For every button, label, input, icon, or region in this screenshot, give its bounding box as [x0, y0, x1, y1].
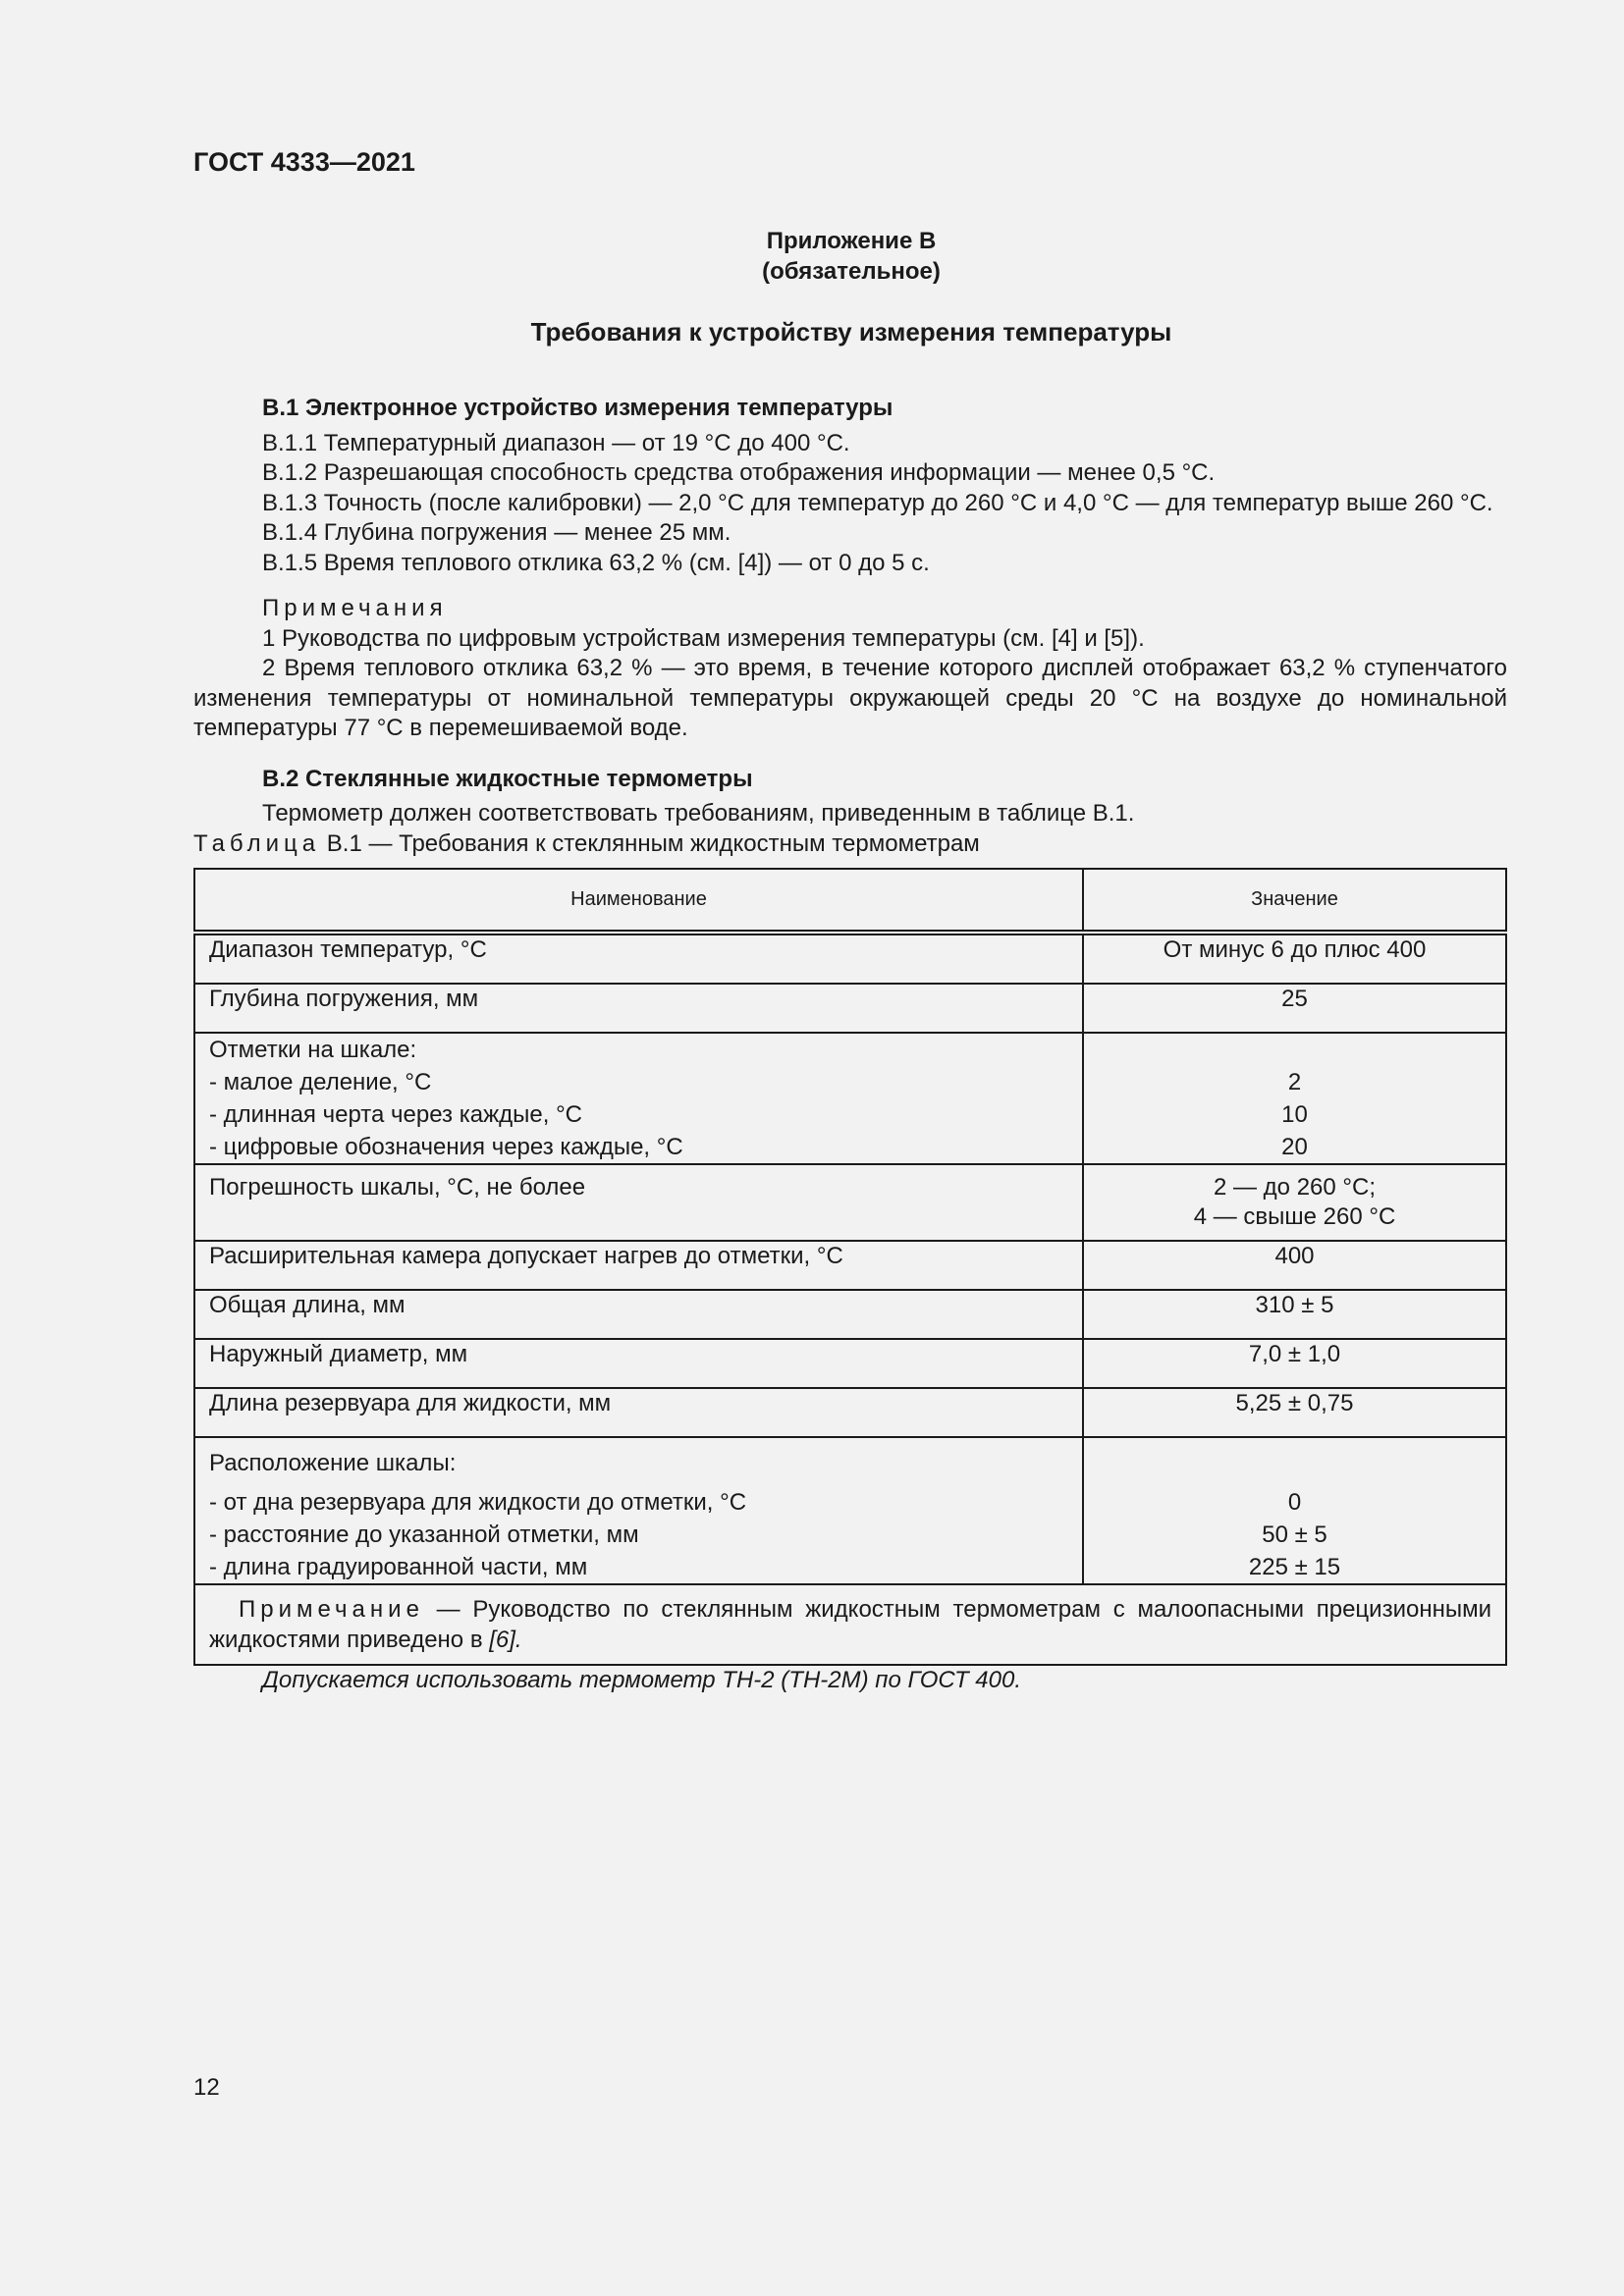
row-name: Отметки на шкале: - малое деление, °С - длинная черта через каждые, °С - цифровые обозначения через каждые, °С	[194, 1033, 1083, 1164]
header-name: Наименование	[194, 869, 1083, 933]
b2-heading: В.2 Стеклянные жидкостные термометры	[262, 765, 753, 792]
row-value: 2 — до 260 °С; 4 — свыше 260 °С	[1083, 1164, 1506, 1241]
row-value: 310 ± 5	[1083, 1290, 1506, 1339]
after-table-note: Допускается использовать термометр ТН-2 (ТН-2М) по ГОСТ 400.	[262, 1667, 1022, 1693]
table-row	[194, 1437, 1506, 1584]
table-row	[194, 1164, 1506, 1241]
document-id: ГОСТ 4333—2021	[193, 147, 415, 177]
row-name: Расширительная камера допускает нагрев до отметки, °С	[194, 1241, 1083, 1290]
appendix-status: (обязательное)	[762, 258, 941, 285]
row-value: 2 10 20	[1083, 1033, 1506, 1164]
b2-intro: Термометр должен соответствовать требованиям, приведенным в таблице В.1.	[262, 800, 1135, 827]
table-note	[194, 1584, 1506, 1665]
table-note-ref: [6].	[489, 1627, 522, 1653]
b1-item: В.1.3 Точность (после калибровки) — 2,0 °С для температур до 260 °С и 4,0 °С — для температур выше 260 °С.	[262, 489, 1493, 516]
requirements-table	[193, 868, 1507, 1666]
table-note-row	[194, 1584, 1506, 1665]
b1-item: В.1.2 Разрешающая способность средства отображения информации — менее 0,5 °С.	[262, 459, 1216, 486]
row-name: Расположение шкалы: - от дна резервуара для жидкости до отметки, °С - расстояние до указанной отметки, мм - длина градуированной части, мм	[194, 1437, 1083, 1584]
row-value: От минус 6 до плюс 400	[1083, 933, 1506, 984]
row-value: 400	[1083, 1241, 1506, 1290]
row-value: 5,25 ± 0,75	[1083, 1388, 1506, 1437]
row-name: Глубина погружения, мм	[194, 984, 1083, 1033]
table-row	[194, 1339, 1506, 1388]
table-header-row	[194, 869, 1506, 933]
appendix-heading	[0, 226, 1624, 287]
page-number: 12	[193, 2074, 220, 2101]
row-value: 25	[1083, 984, 1506, 1033]
table-caption-text: В.1 — Требования к стеклянным жидкостным термометрам	[326, 829, 980, 857]
row-value: 0 50 ± 5 225 ± 15	[1083, 1437, 1506, 1584]
table-row	[194, 1033, 1506, 1164]
notes-label: Примечания	[262, 595, 448, 621]
table-row	[194, 1241, 1506, 1290]
appendix-title: Приложение В	[766, 228, 937, 254]
row-value: 7,0 ± 1,0	[1083, 1339, 1506, 1388]
table-note-label: Примечание	[239, 1596, 424, 1623]
table-caption	[193, 829, 1507, 860]
b1-item: В.1.1 Температурный диапазон — от 19 °С до 400 °С.	[262, 429, 850, 456]
table-row	[194, 933, 1506, 984]
table-row	[194, 1290, 1506, 1339]
b1-item: В.1.5 Время теплового отклика 63,2 % (см. [4]) — от 0 до 5 с.	[262, 549, 930, 576]
note-item: 1 Руководства по цифровым устройствам измерения температуры (см. [4] и [5]).	[262, 624, 1145, 652]
row-name: Общая длина, мм	[194, 1290, 1083, 1339]
row-name: Наружный диаметр, мм	[194, 1339, 1083, 1388]
b1-item: В.1.4 Глубина погружения — менее 25 мм.	[262, 519, 731, 546]
header-value: Значение	[1083, 869, 1506, 933]
table-row	[194, 1388, 1506, 1437]
row-name: Диапазон температур, °С	[194, 933, 1083, 984]
b1-heading: В.1 Электронное устройство измерения температуры	[262, 395, 893, 421]
section-title: Требования к устройству измерения температуры	[530, 317, 1172, 347]
row-name: Погрешность шкалы, °С, не более	[194, 1164, 1083, 1241]
table-note-text: — Руководство по стеклянным жидкостным термометрам с малоопасными прецизионными жидкостями приведено в	[209, 1596, 1491, 1653]
document-body	[193, 394, 1507, 1696]
note-item: 2 Время теплового отклика 63,2 % — это время, в течение которого дисплей отображает 63,2 % ступенчатого изменения температуры от номинальной температуры окружающей среды 20 °С на воздухе до номинальной температуры 77 °С в перемешиваемой воде.	[193, 655, 1507, 741]
table-row	[194, 984, 1506, 1033]
row-name: Длина резервуара для жидкости, мм	[194, 1388, 1083, 1437]
table-caption-label: Таблица	[193, 829, 321, 857]
